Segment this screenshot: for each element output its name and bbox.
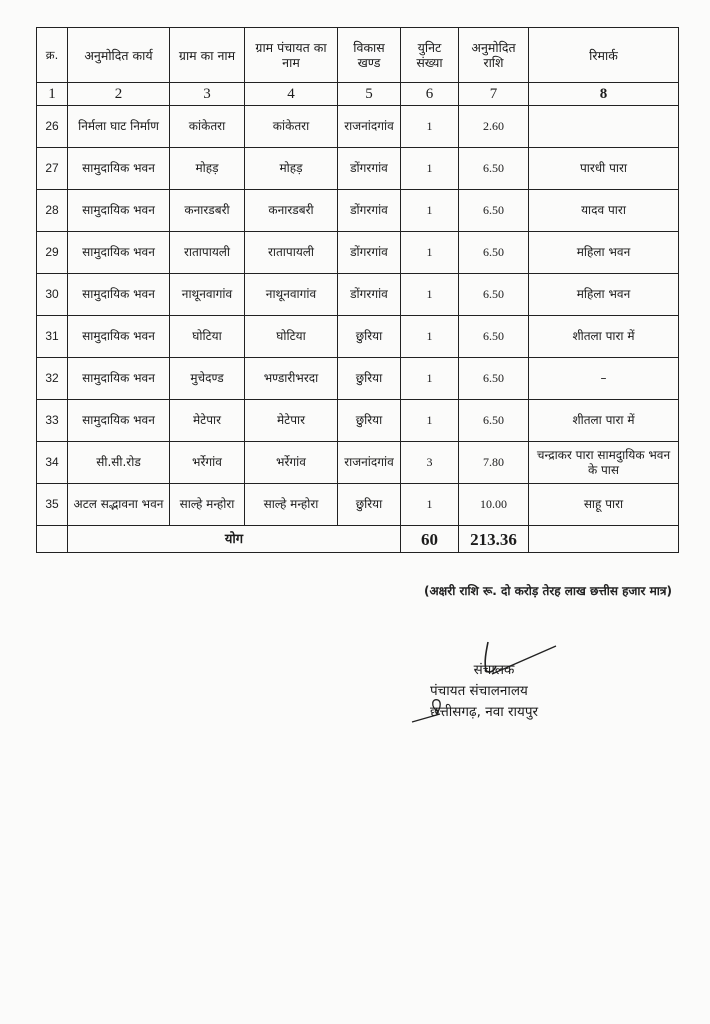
amount-cell: 6.50 bbox=[459, 274, 529, 316]
block-cell: डोंगरगांव bbox=[338, 190, 401, 232]
block-cell: राजनांदगांव bbox=[338, 442, 401, 484]
remark-cell: पारधी पारा bbox=[529, 148, 679, 190]
amount-cell: 2.60 bbox=[459, 106, 529, 148]
table-row bbox=[37, 190, 679, 232]
village-cell: कांकेतरा bbox=[170, 106, 245, 148]
column-number: 1 bbox=[37, 83, 68, 106]
panchayat-cell: भर्रेगांव bbox=[245, 442, 338, 484]
amount-in-words: (अक्षरी राशि रू. दो करोड़ तेरह लाख छत्तीस हजार मात्र) bbox=[424, 584, 672, 598]
panchayat-cell: नाथूनवागांव bbox=[245, 274, 338, 316]
amount-cell: 6.50 bbox=[459, 148, 529, 190]
village-cell: साल्हे मन्होरा bbox=[170, 484, 245, 526]
work-cell: सामुदायिक भवन bbox=[68, 232, 170, 274]
work-cell: सामुदायिक भवन bbox=[68, 400, 170, 442]
column-number: 2 bbox=[68, 83, 170, 106]
units-cell: 1 bbox=[401, 316, 459, 358]
block-cell: डोंगरगांव bbox=[338, 274, 401, 316]
column-number-row bbox=[37, 83, 679, 106]
units-cell: 1 bbox=[401, 358, 459, 400]
total-empty-cell bbox=[37, 526, 68, 553]
approved-works-table bbox=[36, 27, 679, 553]
remark-cell: चन्द्राकर पारा सामदुायिक भवन के पास bbox=[529, 442, 679, 484]
panchayat-cell: मोहड़ bbox=[245, 148, 338, 190]
serial-cell: 33 bbox=[37, 400, 68, 442]
work-cell: सी.सी.रोड bbox=[68, 442, 170, 484]
village-cell: रातापायली bbox=[170, 232, 245, 274]
block-cell: छुरिया bbox=[338, 358, 401, 400]
amount-cell: 6.50 bbox=[459, 190, 529, 232]
serial-cell: 26 bbox=[37, 106, 68, 148]
units-cell: 1 bbox=[401, 148, 459, 190]
table-row bbox=[37, 484, 679, 526]
serial-cell: 30 bbox=[37, 274, 68, 316]
serial-cell: 28 bbox=[37, 190, 68, 232]
amount-cell: 10.00 bbox=[459, 484, 529, 526]
serial-cell: 27 bbox=[37, 148, 68, 190]
amount-cell: 7.80 bbox=[459, 442, 529, 484]
header-village: ग्राम का नाम bbox=[170, 28, 245, 83]
header-gram-panchayat: ग्राम पंचायत का नाम bbox=[245, 28, 338, 83]
amount-cell: 6.50 bbox=[459, 232, 529, 274]
serial-cell: 29 bbox=[37, 232, 68, 274]
remark-cell: महिला भवन bbox=[529, 274, 679, 316]
work-cell: सामुदायिक भवन bbox=[68, 190, 170, 232]
panchayat-cell: कांकेतरा bbox=[245, 106, 338, 148]
column-number: 3 bbox=[170, 83, 245, 106]
table-row bbox=[37, 400, 679, 442]
amount-cell: 6.50 bbox=[459, 358, 529, 400]
table-row bbox=[37, 442, 679, 484]
work-cell: अटल सद्भावना भवन bbox=[68, 484, 170, 526]
block-cell: राजनांदगांव bbox=[338, 106, 401, 148]
signatory-location: छत्तीसगढ़, नवा रायपुर bbox=[430, 704, 539, 720]
remark-cell: साहू पारा bbox=[529, 484, 679, 526]
work-cell: निर्मला घाट निर्माण bbox=[68, 106, 170, 148]
column-number: 6 bbox=[401, 83, 459, 106]
table-row bbox=[37, 274, 679, 316]
units-cell: 1 bbox=[401, 484, 459, 526]
block-cell: डोंगरगांव bbox=[338, 232, 401, 274]
signatory-office: पंचायत संचालनालय bbox=[430, 683, 528, 699]
column-number: 8 bbox=[529, 83, 679, 106]
signatory-title: संचालक bbox=[473, 662, 515, 678]
column-number: 5 bbox=[338, 83, 401, 106]
serial-cell: 34 bbox=[37, 442, 68, 484]
units-cell: 1 bbox=[401, 190, 459, 232]
remark-cell bbox=[529, 106, 679, 148]
remark-cell: शीतला पारा में bbox=[529, 316, 679, 358]
table-row bbox=[37, 106, 679, 148]
table-row bbox=[37, 232, 679, 274]
village-cell: घोटिया bbox=[170, 316, 245, 358]
header-serial: क्र. bbox=[37, 28, 68, 83]
amount-cell: 6.50 bbox=[459, 316, 529, 358]
column-number: 7 bbox=[459, 83, 529, 106]
work-cell: सामुदायिक भवन bbox=[68, 316, 170, 358]
panchayat-cell: कनारडबरी bbox=[245, 190, 338, 232]
amount-cell: 6.50 bbox=[459, 400, 529, 442]
remark-cell: महिला भवन bbox=[529, 232, 679, 274]
header-approved-work: अनुमोदित कार्य bbox=[68, 28, 170, 83]
village-cell: कनारडबरी bbox=[170, 190, 245, 232]
block-cell: छुरिया bbox=[338, 400, 401, 442]
serial-cell: 32 bbox=[37, 358, 68, 400]
work-cell: सामुदायिक भवन bbox=[68, 148, 170, 190]
panchayat-cell: मेटेपार bbox=[245, 400, 338, 442]
panchayat-cell: भण्डारीभरदा bbox=[245, 358, 338, 400]
total-row bbox=[37, 526, 679, 553]
panchayat-cell: रातापायली bbox=[245, 232, 338, 274]
village-cell: मुचेदण्ड bbox=[170, 358, 245, 400]
serial-cell: 31 bbox=[37, 316, 68, 358]
header-units: युनिट संख्या bbox=[401, 28, 459, 83]
remark-cell: – bbox=[529, 358, 679, 400]
units-cell: 1 bbox=[401, 232, 459, 274]
units-cell: 1 bbox=[401, 400, 459, 442]
table-row bbox=[37, 358, 679, 400]
units-cell: 1 bbox=[401, 106, 459, 148]
village-cell: मेटेपार bbox=[170, 400, 245, 442]
header-remark: रिमार्क bbox=[529, 28, 679, 83]
table-header-row bbox=[37, 28, 679, 83]
panchayat-cell: घोटिया bbox=[245, 316, 338, 358]
remark-cell: शीतला पारा में bbox=[529, 400, 679, 442]
block-cell: डोंगरगांव bbox=[338, 148, 401, 190]
signature-block bbox=[430, 660, 538, 723]
total-label: योग bbox=[68, 526, 401, 553]
village-cell: नाथूनवागांव bbox=[170, 274, 245, 316]
total-units: 60 bbox=[401, 526, 459, 553]
header-block: विकास खण्ड bbox=[338, 28, 401, 83]
table-row bbox=[37, 148, 679, 190]
panchayat-cell: साल्हे मन्होरा bbox=[245, 484, 338, 526]
village-cell: भर्रेगांव bbox=[170, 442, 245, 484]
header-amount: अनुमोदित राशि bbox=[459, 28, 529, 83]
work-cell: सामुदायिक भवन bbox=[68, 358, 170, 400]
work-cell: सामुदायिक भवन bbox=[68, 274, 170, 316]
table-row bbox=[37, 316, 679, 358]
units-cell: 3 bbox=[401, 442, 459, 484]
serial-cell: 35 bbox=[37, 484, 68, 526]
block-cell: छुरिया bbox=[338, 316, 401, 358]
column-number: 4 bbox=[245, 83, 338, 106]
total-amount: 213.36 bbox=[459, 526, 529, 553]
block-cell: छुरिया bbox=[338, 484, 401, 526]
village-cell: मोहड़ bbox=[170, 148, 245, 190]
remark-cell: यादव पारा bbox=[529, 190, 679, 232]
total-remark-cell bbox=[529, 526, 679, 553]
units-cell: 1 bbox=[401, 274, 459, 316]
